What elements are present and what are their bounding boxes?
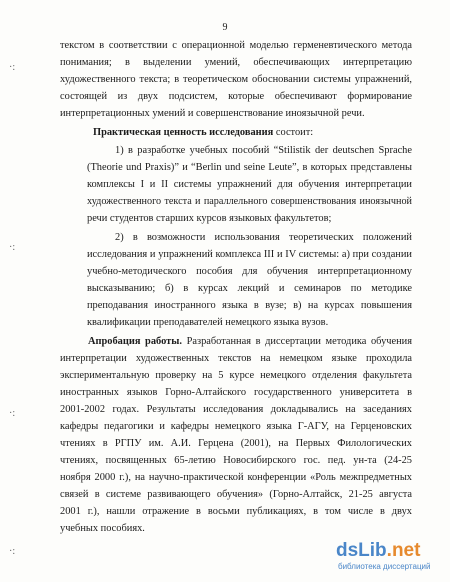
text-line: 2001 г.), нашли отражение в восьми публикациях, в том числе в двух (60, 506, 412, 517)
approbation-first-line (88, 336, 412, 348)
text-line: (Theorie und Praxis)” и “Berlin und seine Leute”, в которых представлены (87, 162, 412, 173)
text-line: чтениях в РГПУ им. А.И. Герцена (2001), на Первых Филологических (60, 438, 412, 449)
text-line: кафедры педагогики и кафедры немецкого языка Г-АГУ, на Герценовских (60, 421, 412, 432)
logo-text-part2: .net (386, 540, 421, 561)
watermark-subtitle: библиотека диссертаций (338, 562, 431, 571)
text-line: 2001-2002 годах. Результаты исследования докладывались на заседаниях (60, 404, 412, 415)
text-line: 2) в возможности использования теоретических положений (115, 232, 412, 243)
text-line: экспериментальную проверку на 5 курсе немецкого отделения факультета (60, 370, 412, 381)
margin-mark: ·: (9, 242, 16, 253)
logo-text-part1: dsLib (336, 540, 387, 561)
practical-heading: Практическая ценность исследования (93, 127, 274, 138)
text-line: комплексы I и II системы упражнений для обучения интерпретации (87, 179, 412, 190)
text-line: понимания; в выделении умений, обеспечивающих интерпретацию (60, 57, 412, 68)
approbation-heading: Апробация работы. (88, 336, 182, 347)
text-line: чтениях, посвященных 65-летию Новосибирского гос. пед. ун-та (24-25 (60, 455, 412, 466)
text-line: высказыванию; б) в курсах лекций и семинаров по методике (87, 283, 412, 294)
text-line: 1) в разработке учебных пособий “Stilistik der deutschen Sprache (115, 145, 412, 156)
text-line: художественного текста; в теоретическом обосновании системы упражнений, (60, 74, 412, 85)
text-line: речи студентов старших курсов языковых факультетов; (87, 213, 332, 224)
text-line: интерпретации художественных текстов на немецком языке проходила (60, 353, 412, 364)
margin-mark: ·: (9, 62, 16, 73)
practical-heading-tail: состоит: (273, 127, 314, 138)
approbation-first-line-tail: Разработанная в диссертации методика обучения (181, 336, 413, 347)
text-line: текстом в соответствии с операционной моделью герменевтического метода (60, 40, 412, 51)
dslib-watermark (336, 540, 440, 574)
text-line: интерпретационных умений и совершенствование иноязычной речи. (60, 108, 365, 119)
text-line: художественного текста и параллельного совершенствования иноязычной (87, 196, 412, 207)
text-line: ноября 2000 г.), на научно-практической конференции «Роль межпредметных (60, 472, 412, 483)
text-line: связей в системе развивающего обучения» (Горно-Алтайск, 21-25 августа (60, 489, 412, 500)
text-line: иностранных языков Горно-Алтайского государственного университета в (60, 387, 412, 398)
text-line: исследования и упражнений комплекса III и IV системы: а) при создании (87, 249, 412, 260)
margin-mark: ·: (9, 546, 16, 557)
text-line: состоящей из двух подсистем, которые обеспечивают формирование (60, 91, 412, 102)
text-line: учебно-методического пособия для обучения интерпретационному (87, 266, 412, 277)
section-heading-practical (93, 127, 313, 139)
text-line: квалификации преподавателей немецкого языка вузов. (87, 317, 329, 328)
page-number: 9 (222, 22, 228, 33)
text-line: учебных пособиях. (60, 523, 145, 534)
margin-mark: ·: (9, 408, 16, 419)
text-line: преподавания иностранного языка в вузе; в) на курсах повышения (87, 300, 412, 311)
dslib-logo (336, 540, 420, 562)
